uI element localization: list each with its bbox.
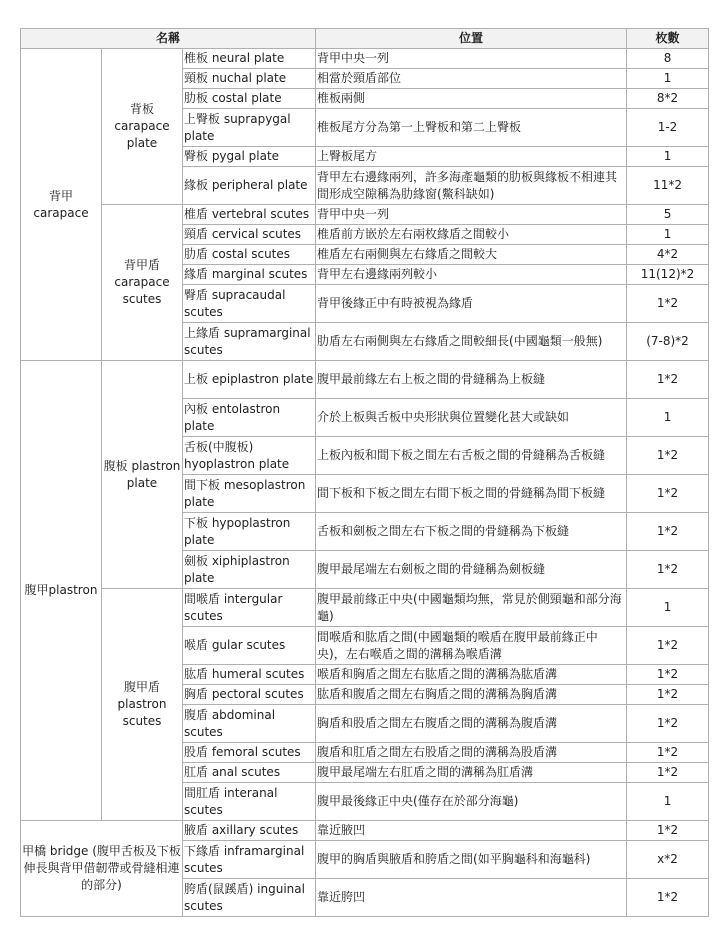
part-name-cell: 上板 epiplastron plate <box>183 361 316 399</box>
position-cell: 肱盾和腹盾之間左右胸盾之間的溝稱為胸盾溝 <box>316 685 627 705</box>
position-cell: 腹甲的胸盾與腋盾和胯盾之間(如平胸龜科和海龜科) <box>316 841 627 879</box>
position-cell: 背甲中央一列 <box>316 205 627 225</box>
part-name-cell: 肱盾 humeral scutes <box>183 665 316 685</box>
position-cell: 椎板兩側 <box>316 89 627 109</box>
part-name-cell: 股盾 femoral scutes <box>183 743 316 763</box>
part-name-cell: 臀板 pygal plate <box>183 147 316 167</box>
part-name-cell: 劍板 xiphiplastron plate <box>183 551 316 589</box>
header-position: 位置 <box>316 29 627 49</box>
count-cell: (7-8)*2 <box>627 323 709 361</box>
part-name-cell: 頸板 nuchal plate <box>183 69 316 89</box>
position-cell: 背甲後緣正中有時被視為緣盾 <box>316 285 627 323</box>
count-cell: 8*2 <box>627 89 709 109</box>
count-cell: 4*2 <box>627 245 709 265</box>
part-name-cell: 間肛盾 interanal scutes <box>183 783 316 821</box>
position-cell: 腹甲最尾端左右肛盾之間的溝稱為肛盾溝 <box>316 763 627 783</box>
position-cell: 椎盾左右兩側與左右緣盾之間較大 <box>316 245 627 265</box>
position-cell: 介於上板與舌板中央形狀與位置變化甚大或缺如 <box>316 399 627 437</box>
position-cell: 上臀板尾方 <box>316 147 627 167</box>
group-cell: 甲橋 bridge (腹甲舌板及下板伸長與背甲借韌帶或骨縫相連的部分) <box>21 821 183 917</box>
part-name-cell: 肛盾 anal scutes <box>183 763 316 783</box>
table-row <box>21 49 709 69</box>
position-cell: 上板內板和間下板之間左右舌板之間的骨縫稱為舌板縫 <box>316 437 627 475</box>
part-name-cell: 舌板(中腹板) hyoplastron plate <box>183 437 316 475</box>
count-cell: 1*2 <box>627 551 709 589</box>
count-cell: 1 <box>627 783 709 821</box>
header-row <box>21 29 709 49</box>
table-body <box>21 49 709 917</box>
position-cell: 背甲左右邊緣兩列，許多海產龜類的肋板與緣板不相連其間形成空隙稱為肋緣窗(鱉科缺如) <box>316 167 627 205</box>
table-row <box>21 205 709 225</box>
position-cell: 椎盾前方嵌於左右兩枚緣盾之間較小 <box>316 225 627 245</box>
position-cell: 腹甲最後緣正中央(僅存在於部分海龜) <box>316 783 627 821</box>
position-cell: 胸盾和股盾之間左右腹盾之間的溝稱為腹盾溝 <box>316 705 627 743</box>
part-name-cell: 椎盾 vertebral scutes <box>183 205 316 225</box>
count-cell: 1 <box>627 69 709 89</box>
part-name-cell: 肋板 costal plate <box>183 89 316 109</box>
position-cell: 椎板尾方分為第一上臀板和第二上臀板 <box>316 109 627 147</box>
part-name-cell: 胯盾(鼠蹊盾) inguinal scutes <box>183 879 316 917</box>
position-cell: 舌板和劍板之間左右下板之間的骨縫稱為下板縫 <box>316 513 627 551</box>
count-cell: 1 <box>627 147 709 167</box>
position-cell: 間喉盾和肱盾之間(中國龜類的喉盾在腹甲最前緣正中央)，左右喉盾之間的溝稱為喉盾溝 <box>316 627 627 665</box>
part-name-cell: 間喉盾 intergular scutes <box>183 589 316 627</box>
subgroup-cell: 腹甲盾 plastron scutes <box>102 589 183 821</box>
subgroup-cell: 背板 carapace plate <box>102 49 183 205</box>
part-name-cell: 椎板 neural plate <box>183 49 316 69</box>
count-cell: 1 <box>627 225 709 245</box>
part-name-cell: 緣板 peripheral plate <box>183 167 316 205</box>
position-cell: 腹甲最前緣正中央(中國龜類均無，常見於側頸龜和部分海龜) <box>316 589 627 627</box>
part-name-cell: 頸盾 cervical scutes <box>183 225 316 245</box>
count-cell: 1-2 <box>627 109 709 147</box>
group-cell: 腹甲plastron <box>21 361 102 821</box>
table-row <box>21 361 709 399</box>
part-name-cell: 緣盾 marginal scutes <box>183 265 316 285</box>
count-cell: 1*2 <box>627 361 709 399</box>
count-cell: 8 <box>627 49 709 69</box>
position-cell: 相當於頸盾部位 <box>316 69 627 89</box>
position-cell: 喉盾和胸盾之間左右肱盾之間的溝稱為肱盾溝 <box>316 665 627 685</box>
part-name-cell: 腹盾 abdominal scutes <box>183 705 316 743</box>
count-cell: 1 <box>627 399 709 437</box>
position-cell: 間下板和下板之間左右間下板之間的骨縫稱為間下板縫 <box>316 475 627 513</box>
count-cell: 1*2 <box>627 475 709 513</box>
part-name-cell: 下板 hypoplastron plate <box>183 513 316 551</box>
count-cell: 11(12)*2 <box>627 265 709 285</box>
count-cell: 1*2 <box>627 513 709 551</box>
count-cell: 1*2 <box>627 705 709 743</box>
count-cell: 1*2 <box>627 437 709 475</box>
position-cell: 肋盾左右兩側與左右緣盾之間較細長(中國龜類一般無) <box>316 323 627 361</box>
part-name-cell: 臀盾 supracaudal scutes <box>183 285 316 323</box>
subgroup-cell: 背甲盾 carapace scutes <box>102 205 183 361</box>
position-cell: 腹甲最尾端左右劍板之間的骨縫稱為劍板縫 <box>316 551 627 589</box>
group-cell: 背甲 carapace <box>21 49 102 361</box>
header-name: 名稱 <box>21 29 316 49</box>
count-cell: 1*2 <box>627 821 709 841</box>
table-row <box>21 821 709 841</box>
part-name-cell: 胸盾 pectoral scutes <box>183 685 316 705</box>
subgroup-cell: 腹板 plastron plate <box>102 361 183 589</box>
part-name-cell: 腋盾 axillary scutes <box>183 821 316 841</box>
count-cell: 5 <box>627 205 709 225</box>
part-name-cell: 內板 entolastron plate <box>183 399 316 437</box>
count-cell: 1*2 <box>627 665 709 685</box>
count-cell: 1*2 <box>627 285 709 323</box>
part-name-cell: 肋盾 costal scutes <box>183 245 316 265</box>
header-count: 枚數 <box>627 29 709 49</box>
part-name-cell: 上臀板 suprapygal plate <box>183 109 316 147</box>
position-cell: 腹盾和肛盾之間左右股盾之間的溝稱為股盾溝 <box>316 743 627 763</box>
position-cell: 背甲左右邊緣兩列較小 <box>316 265 627 285</box>
count-cell: 1*2 <box>627 743 709 763</box>
count-cell: 11*2 <box>627 167 709 205</box>
count-cell: 1*2 <box>627 685 709 705</box>
count-cell: 1*2 <box>627 627 709 665</box>
count-cell: x*2 <box>627 841 709 879</box>
position-cell: 腹甲最前緣左右上板之間的骨縫稱為上板縫 <box>316 361 627 399</box>
count-cell: 1 <box>627 589 709 627</box>
part-name-cell: 間下板 mesoplastron plate <box>183 475 316 513</box>
position-cell: 背甲中央一列 <box>316 49 627 69</box>
part-name-cell: 喉盾 gular scutes <box>183 627 316 665</box>
count-cell: 1*2 <box>627 879 709 917</box>
position-cell: 靠近胯凹 <box>316 879 627 917</box>
part-name-cell: 上緣盾 supramarginal scutes <box>183 323 316 361</box>
position-cell: 靠近腋凹 <box>316 821 627 841</box>
table-row <box>21 589 709 627</box>
part-name-cell: 下緣盾 inframarginal scutes <box>183 841 316 879</box>
count-cell: 1*2 <box>627 763 709 783</box>
scute-plate-table <box>20 28 709 917</box>
